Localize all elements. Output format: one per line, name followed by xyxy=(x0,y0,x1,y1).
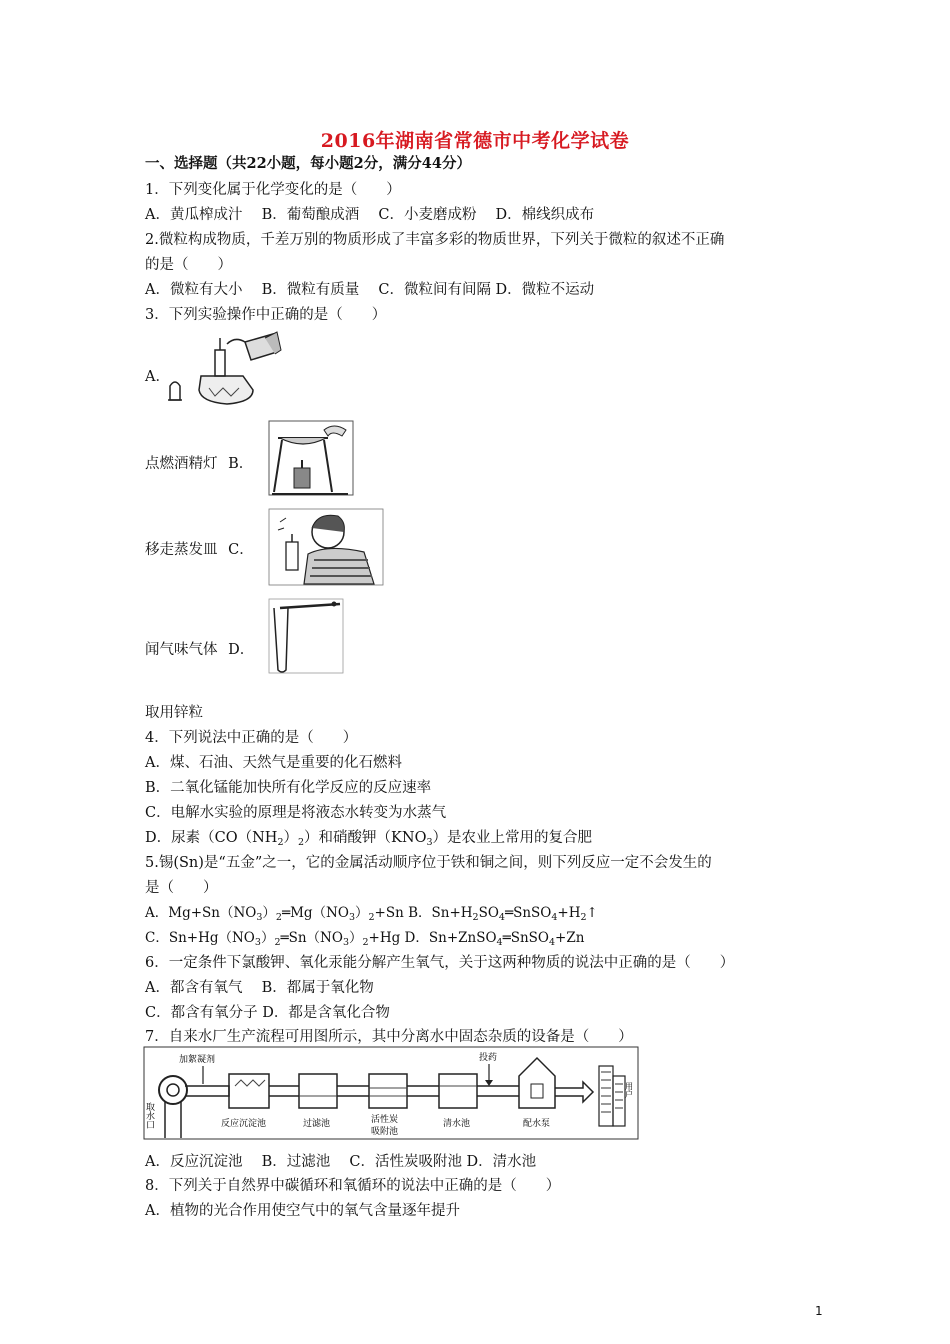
question-4-option-d: D．尿素$(CO(NH_2)_2)$和硝酸钾$(KNO_3)$是农业上常用的复合肥 xyxy=(145,830,593,848)
question-4-option-b: B．二氧化锰能加快所有化学反应的反应速率 xyxy=(145,780,432,796)
carbon-tank-label-1: 活性炭 xyxy=(371,1115,399,1125)
question-7-stem: 7．自来水厂生产流程可用图所示，其中分离水中固态杂质的设备是（ ） xyxy=(145,1029,633,1045)
page-title: 2016年湖南省常德市中考化学试卷 xyxy=(320,130,630,152)
section-heading: 一、选择题（共22小题，每小题2分，满分44分） xyxy=(145,155,471,172)
question-7-options: A．反应沉淀池 B．过滤池 C．活性炭吸附池 D．清水池 xyxy=(145,1154,537,1170)
question-6-options-ab: A．都含有氧气 B．都属于氧化物 xyxy=(145,980,374,996)
question-2-stem-line2: 的是（ ） xyxy=(145,257,232,273)
clear-tank-label: 清水池 xyxy=(443,1119,471,1129)
question-3-option-c-label: C． xyxy=(228,542,254,558)
question-8-stem: 8．下列关于自然界中碳循环和氧循环的说法中正确的是（ ） xyxy=(145,1178,561,1194)
question-5-stem-line1: 5.锡(Sn)是“五金”之一，它的金属活动顺序位于铁和铜之间，则下列反应一定不会发生的 xyxy=(145,855,712,871)
question-3-option-b-label: B． xyxy=(228,456,254,472)
question-3-option-d-label: D． xyxy=(228,642,255,658)
option-d-caption: 取用锌粒 xyxy=(145,705,203,721)
water-plant-flow-diagram xyxy=(143,1046,639,1140)
alcohol-lamp-lighting-figure xyxy=(165,330,285,408)
question-2-options: A．微粒有大小 B．微粒有质量 C．微粒间有间隔 D．微粒不运动 xyxy=(145,282,595,298)
carbon-tank-label-2: 吸附池 xyxy=(371,1127,399,1137)
intake-label: 取水口 xyxy=(144,1102,154,1129)
page-number: 1 xyxy=(815,1304,823,1318)
smelling-gas-figure xyxy=(268,508,384,586)
question-4-stem: 4．下列说法中正确的是（ ） xyxy=(145,730,358,746)
flocculant-label: 加絮凝剂 xyxy=(179,1055,216,1065)
question-3-stem: 3．下列实验操作中正确的是（ ） xyxy=(145,307,387,323)
question-6-stem: 6．一定条件下氯酸钾、氧化汞能分解产生氧气，关于这两种物质的说法中正确的是（ ） xyxy=(145,955,735,971)
filter-tank-label: 过滤池 xyxy=(303,1119,331,1129)
question-2-stem-line1: 2.微粒构成物质，千差万别的物质形成了丰富多彩的物质世界，下列关于微粒的叙述不正确 xyxy=(145,232,725,248)
question-3-option-a-label: A． xyxy=(145,369,170,385)
question-5-options-cd: C．$Sn+Hg(NO_3)_2═Sn(NO_3)_2+Hg$ D．Sn+ZnSO$_4$═SnSO$_4$+Zn xyxy=(145,930,585,948)
question-3-option-b-row xyxy=(145,452,253,473)
question-4-option-c: C．电解水实验的原理是将液态水转变为水蒸气 xyxy=(145,805,447,821)
question-5-options-ab: A．$Mg+Sn(NO_3)_2═Mg(NO_3)_2+Sn$ B．$Sn+H_2SO_4═SnSO_4+H_2↑$ xyxy=(145,905,598,923)
option-b-caption: 移走蒸发皿 xyxy=(145,542,218,558)
zinc-granule-figure xyxy=(268,598,344,674)
question-5-stem-line2: 是（ ） xyxy=(145,880,218,896)
question-6-options-cd: C．都含有氧分子 D．都是含氧化合物 xyxy=(145,1005,390,1021)
question-3-option-c-row xyxy=(145,538,254,559)
question-4-option-a: A．煤、石油、天然气是重要的化石燃料 xyxy=(145,755,402,771)
question-1-options: A．黄瓜榨成汁 B．葡萄酿成酒 C．小麦磨成粉 D．棉线织成布 xyxy=(145,207,595,223)
question-1-stem: 1．下列变化属于化学变化的是（ ） xyxy=(145,182,401,198)
option-a-caption: 点燃酒精灯 xyxy=(145,456,218,472)
option-c-caption: 闻气味气体 xyxy=(145,642,218,658)
user-label: 用户 xyxy=(624,1082,634,1098)
pump-label: 配水泵 xyxy=(523,1119,551,1129)
question-8-option-a: A．植物的光合作用使空气中的氧气含量逐年提升 xyxy=(145,1203,460,1219)
dosing-label: 投药 xyxy=(479,1053,498,1063)
reaction-tank-label: 反应沉淀池 xyxy=(221,1119,267,1129)
evaporating-dish-figure xyxy=(268,420,354,496)
question-3-option-d-row xyxy=(145,638,254,659)
